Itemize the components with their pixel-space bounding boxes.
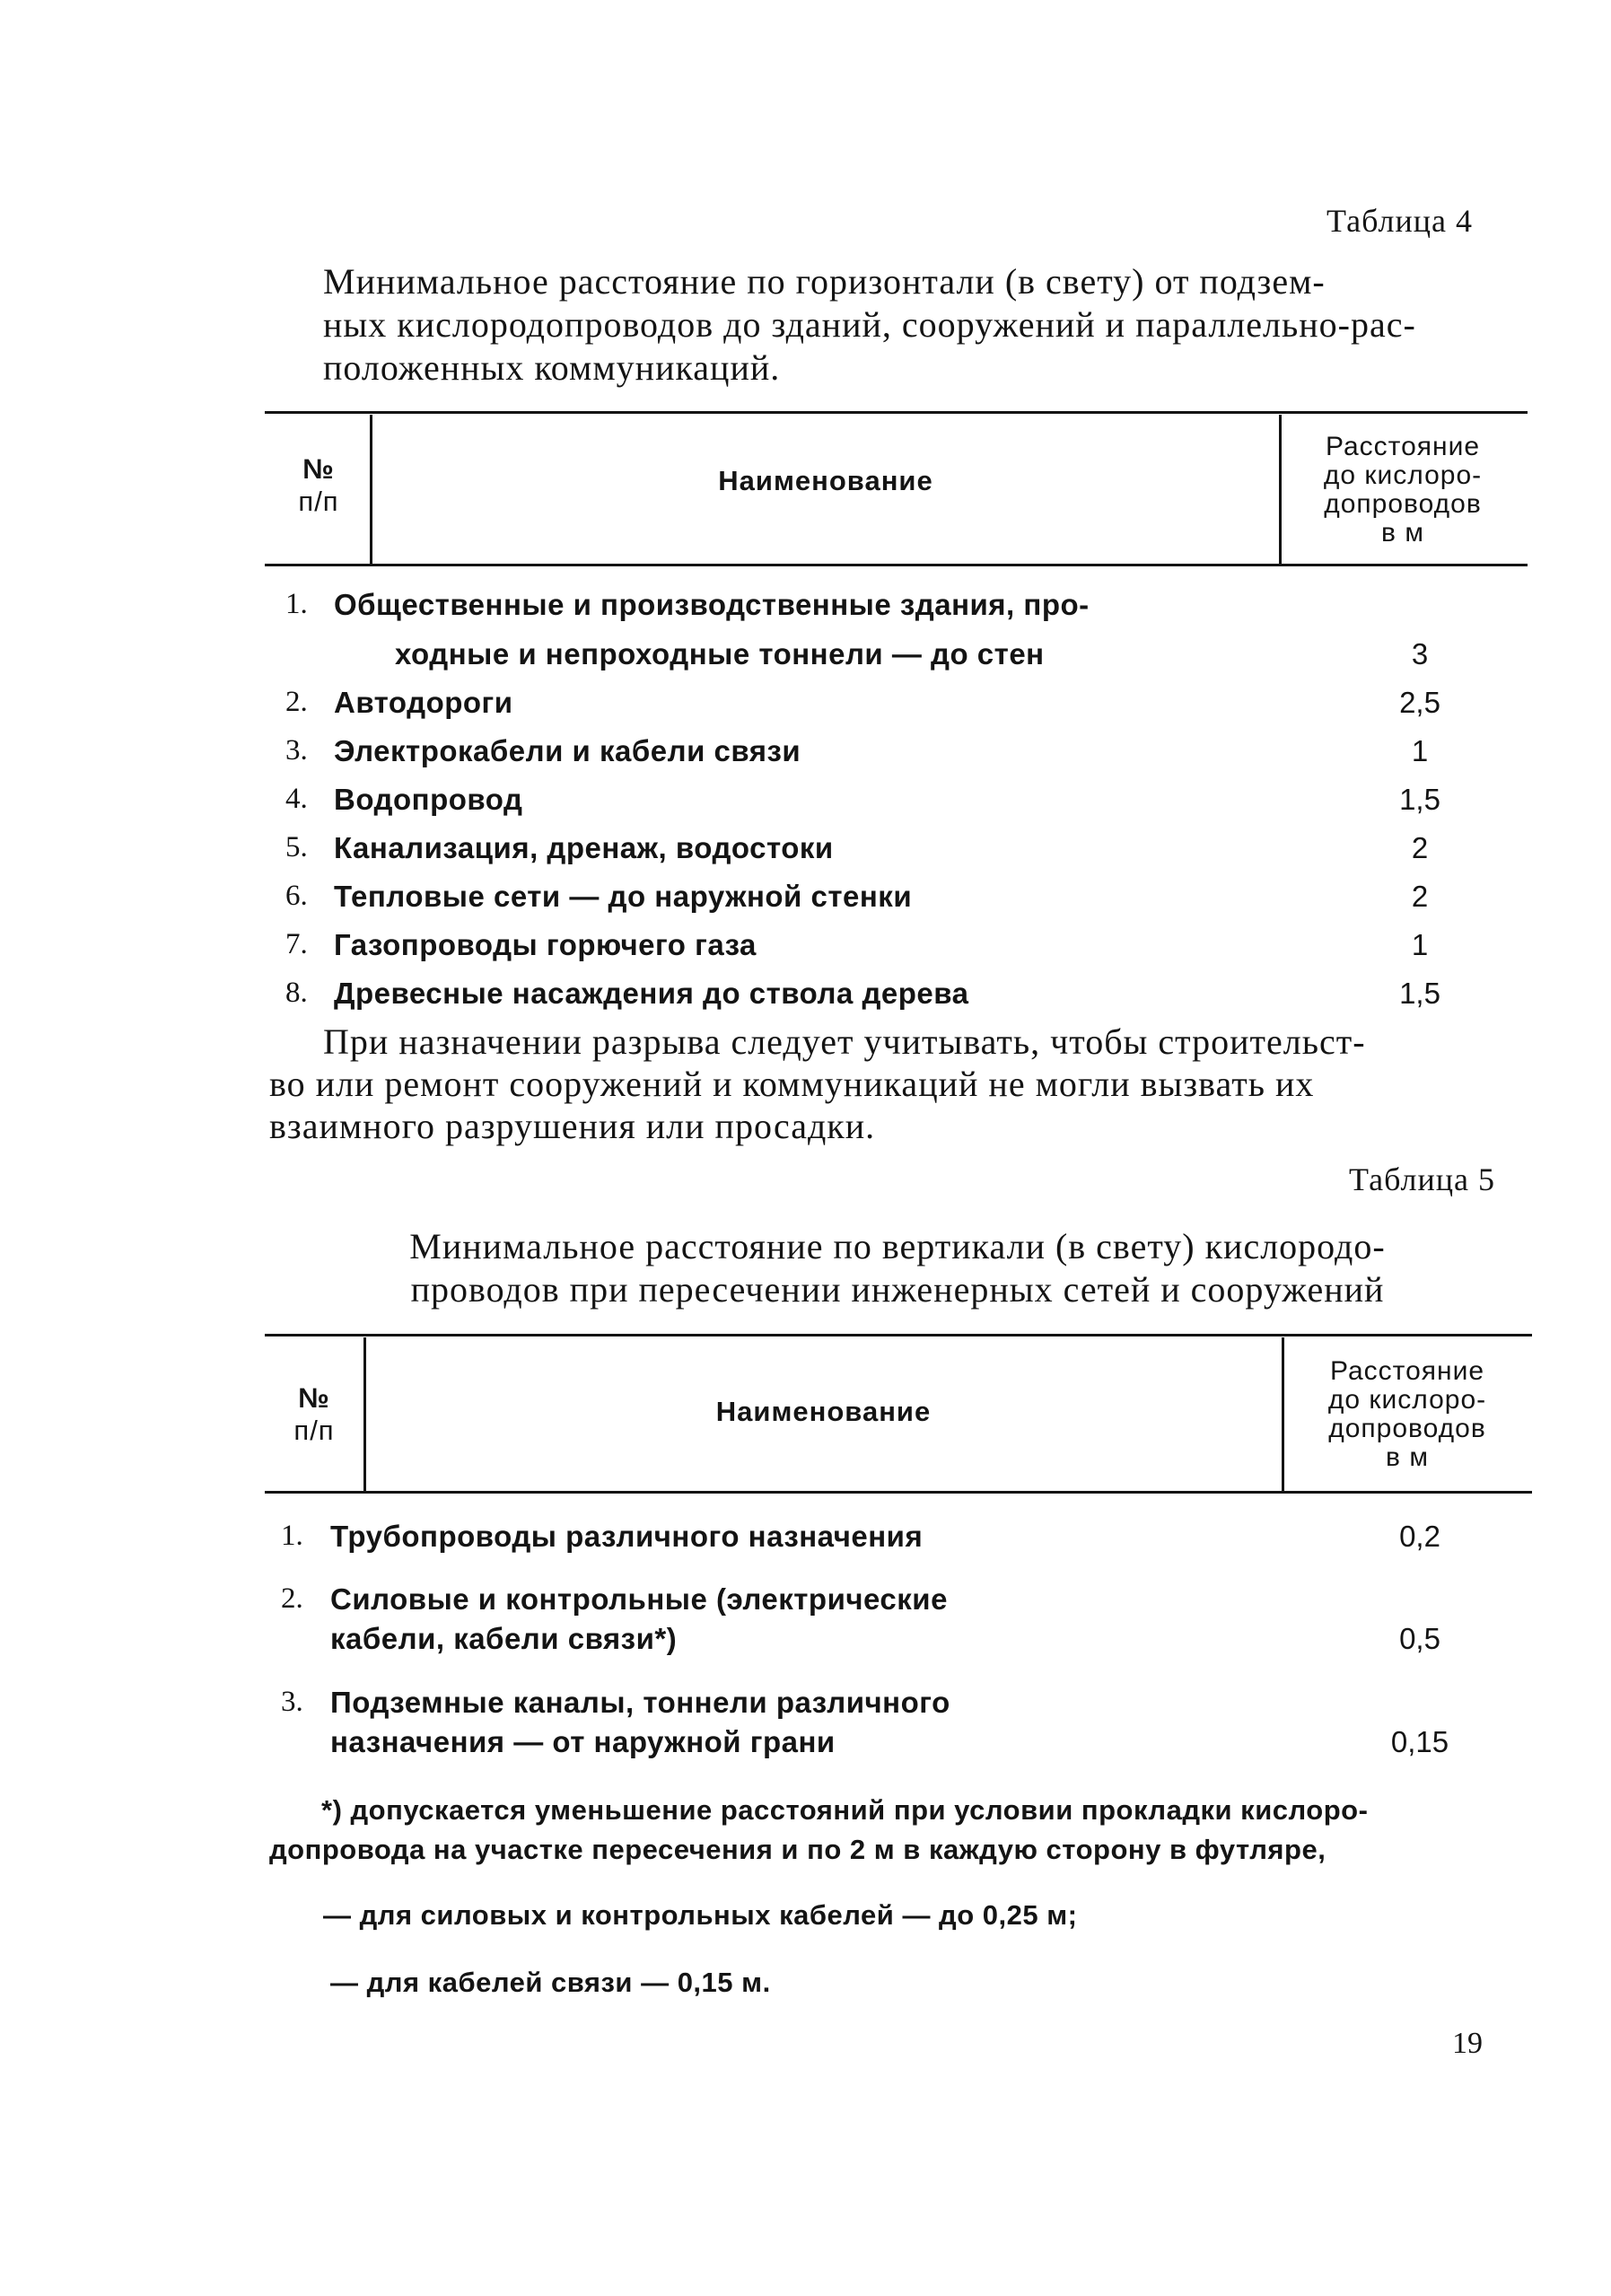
row-number: 1. (285, 588, 308, 620)
row-text: Древесные насаждения до ствола дерева (334, 977, 969, 1010)
row-value: 0,2 (1399, 1520, 1440, 1553)
row-text: Общественные и производственные здания, про- (334, 588, 1090, 621)
header-distance-line: в м (1386, 1442, 1429, 1472)
row-text: Автодороги (334, 686, 513, 719)
row-text: Водопровод (334, 783, 523, 816)
row-number: 3. (285, 734, 308, 767)
row-value: 0,15 (1390, 1725, 1449, 1758)
table4-label: Таблица 4 (1326, 203, 1473, 239)
row-text: ходные и непроходные тоннели — до стен (395, 637, 1045, 670)
table5-header-distance (1285, 1357, 1529, 1472)
paragraph-line: взаимного разрушения или просадки. (269, 1106, 876, 1146)
footnote (269, 1791, 1535, 1870)
row-value: 0,5 (1399, 1622, 1440, 1655)
row-value: 2 (1411, 880, 1429, 913)
row-number: 7. (285, 928, 308, 960)
footnote-line: *) допускается уменьшение расстояний при условии прокладки кислоро- (321, 1794, 1369, 1826)
header-distance-line: Расстояние (1329, 1356, 1485, 1386)
header-distance-line: до кислоро- (1327, 1385, 1487, 1415)
row-number: 3. (281, 1686, 303, 1718)
table5-title (269, 1225, 1526, 1311)
row-value: 2 (1411, 831, 1429, 864)
table4-title-line: положенных коммуникаций. (323, 347, 781, 388)
header-distance-line: Расстояние (1325, 432, 1481, 461)
row-value: 1 (1411, 734, 1429, 767)
table4-title-line: ных кислородопроводов до зданий, сооружений и параллельно-рас- (323, 304, 1416, 345)
footnote-item: — для силовых и контрольных кабелей — до 0,25 м; (323, 1899, 1078, 1931)
row-number: 6. (285, 880, 308, 912)
row-number: 2. (285, 686, 308, 718)
table4-title-line: Минимальное расстояние по горизонтали (в свету) от подзем- (323, 261, 1326, 302)
row-number: 1. (281, 1520, 303, 1552)
table4-header-number (269, 453, 368, 518)
row-text: Тепловые сети — до наружной стенки (334, 880, 913, 913)
row-value: 1 (1411, 928, 1429, 961)
footnote-item: — для кабелей связи — 0,15 м. (330, 1967, 771, 1998)
number-abbrev: п/п (298, 486, 339, 517)
table5-header-rule (265, 1491, 1532, 1494)
header-distance-line: до кислоро- (1323, 460, 1483, 490)
row-text: Электрокабели и кабели связи (334, 734, 801, 767)
paragraph-line: во или ремонт сооружений и коммуникаций не могли вызвать их (269, 1064, 1315, 1104)
row-text: Канализация, дренаж, водостоки (334, 831, 834, 864)
table4-header-rule (265, 564, 1528, 566)
table5-top-rule (265, 1334, 1532, 1336)
row-text: Силовые и контрольные (электрические (330, 1582, 948, 1616)
header-distance-line: допроводов (1328, 1414, 1486, 1443)
paragraph (269, 1021, 1526, 1147)
paragraph-line: При назначении разрыва следует учитывать, чтобы строительст- (323, 1021, 1366, 1062)
table4-title (323, 260, 1535, 390)
row-text: назначения — от наружной грани (330, 1725, 836, 1758)
row-text: кабели, кабели связи*) (330, 1622, 678, 1655)
table5-title-line: Минимальное расстояние по вертикали (в свету) кислородо- (409, 1226, 1386, 1266)
table5-label: Таблица 5 (1349, 1161, 1495, 1197)
row-number: 5. (285, 831, 308, 863)
row-value: 3 (1411, 637, 1429, 670)
table5-col-divider (363, 1337, 366, 1492)
number-abbrev: п/п (293, 1415, 335, 1446)
row-number: 2. (281, 1582, 303, 1615)
table4-header-name: Наименование (718, 465, 933, 496)
row-text: Газопроводы горючего газа (334, 928, 757, 961)
page-number: 19 (1452, 2027, 1483, 2060)
table5-header-name: Наименование (715, 1396, 932, 1427)
table4-col-divider (370, 415, 372, 565)
footnote-line: допровода на участке пересечения и по 2 м в каждую сторону в футляре, (269, 1834, 1326, 1865)
table4-header-distance (1282, 433, 1524, 548)
row-text: Подземные каналы, тоннели различного (330, 1686, 950, 1719)
table5-col-divider (1282, 1337, 1284, 1492)
header-distance-line: в м (1381, 518, 1424, 548)
header-distance-line: допроводов (1324, 489, 1482, 519)
row-text: Трубопроводы различного назначения (330, 1520, 924, 1553)
row-value: 1,5 (1399, 783, 1440, 816)
row-value: 1,5 (1399, 977, 1440, 1010)
table4-top-rule (265, 411, 1528, 414)
row-number: 8. (285, 977, 308, 1009)
row-number: 4. (285, 783, 308, 815)
table5-header-number (265, 1382, 363, 1447)
number-sign: № (302, 453, 335, 485)
table5-title-line: проводов при пересечении инженерных сетей и сооружений (410, 1269, 1385, 1310)
number-sign: № (298, 1382, 330, 1414)
row-value: 2,5 (1399, 686, 1440, 719)
